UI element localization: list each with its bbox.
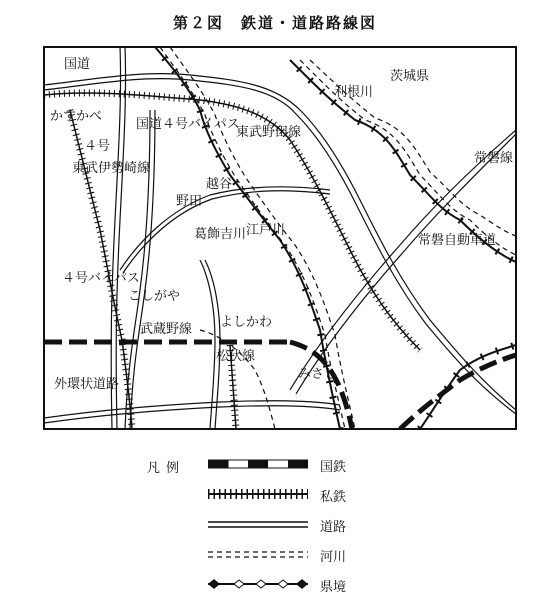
legend-label-road: 道路 bbox=[320, 520, 347, 535]
label-joban-line: 常磐線 bbox=[474, 151, 514, 166]
legend-row-private-rail bbox=[190, 484, 410, 506]
prefecture-border-symbol bbox=[208, 576, 308, 592]
label-tobu-isesaki: 東武伊勢崎線 bbox=[72, 161, 151, 176]
legend-heading: 凡例 bbox=[147, 461, 186, 476]
legend-row-road bbox=[190, 514, 410, 536]
label-noda-road: 野田 bbox=[176, 194, 203, 209]
private-rail-symbol bbox=[208, 486, 308, 502]
label-gaikan: 外環状道路 bbox=[54, 377, 120, 392]
label-koshigaya-station: こしがや bbox=[128, 289, 181, 304]
road-symbol bbox=[208, 516, 308, 532]
label-kokudo4-bypass: 国道４号バイパス bbox=[136, 117, 240, 132]
label-yoshikawa-station: よしかわ bbox=[220, 315, 273, 330]
label-edogawa: 江戸川 bbox=[246, 223, 286, 238]
label-joban-expressway: 常磐自動車道 bbox=[418, 233, 497, 248]
legend-label-river: 河川 bbox=[320, 550, 347, 565]
label-musashino: 武蔵野線 bbox=[140, 322, 193, 337]
legend-label-jnr: 国鉄 bbox=[320, 460, 347, 475]
legend-label-prefecture-border: 県境 bbox=[320, 580, 347, 595]
legend-label-private-rail: 私鉄 bbox=[320, 490, 347, 505]
label-katsushika-yoshikawa: 葛飾吉川 bbox=[194, 227, 247, 242]
label-ibaraki: 茨城県 bbox=[390, 69, 430, 84]
label-kokudo4-top: 国道 bbox=[64, 57, 91, 72]
legend-row-jnr bbox=[190, 454, 410, 476]
figure-title: 第２図 鉄道・道路路線図 bbox=[172, 14, 377, 32]
river-symbol bbox=[208, 546, 308, 562]
legend-row-prefecture-border bbox=[190, 574, 410, 596]
label-kasukabe: かすかべ bbox=[50, 109, 103, 124]
label-koshigaya: 越谷 bbox=[206, 177, 233, 192]
label-tobu-noda: 東武野田線 bbox=[236, 125, 302, 140]
label-kokudo4-side: ４号 bbox=[84, 139, 111, 154]
jnr-symbol bbox=[208, 456, 308, 472]
label-tone: 利根川 bbox=[334, 85, 374, 100]
label-matsubushi: 松伏線 bbox=[216, 349, 256, 364]
label-kokudo4-bypass-lower: ４号バイパス bbox=[62, 271, 140, 286]
label-misato: みさと bbox=[298, 367, 338, 382]
legend-row-river bbox=[190, 544, 410, 566]
